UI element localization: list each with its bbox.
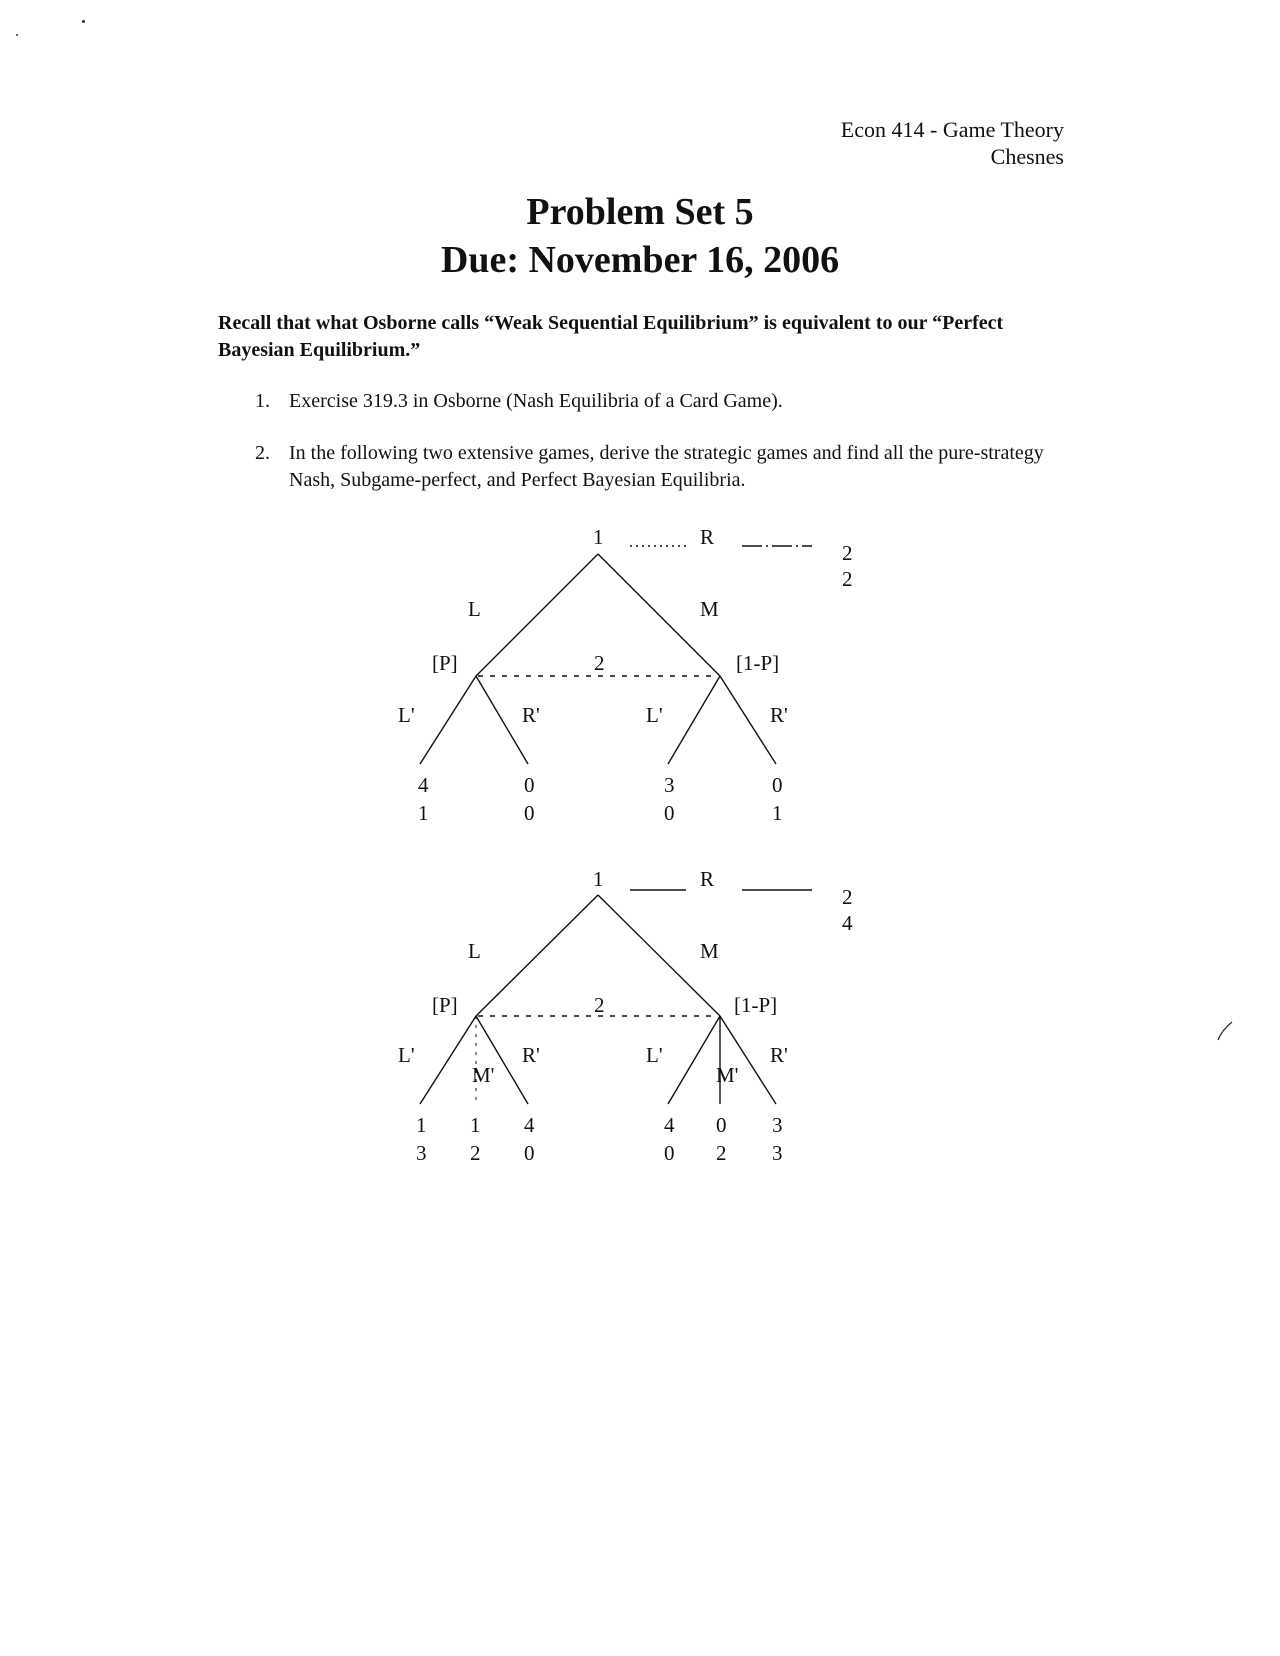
payoff-player2: 1 (772, 801, 783, 825)
branch-r-prime (476, 1016, 528, 1104)
branch-l (476, 554, 598, 676)
game-tree-1-labels (398, 525, 853, 825)
payoff-player2: 0 (664, 1141, 675, 1165)
action-r-label: R (700, 525, 715, 549)
response-m-label: M' (716, 1063, 739, 1087)
payoff-player1: 4 (664, 1113, 675, 1137)
info-set-player: 2 (594, 993, 605, 1017)
action-r-label: R (700, 867, 715, 891)
payoff-player2: 0 (524, 801, 535, 825)
due-date: Due: November 16, 2006 (440, 239, 840, 281)
payoff-player1: 1 (470, 1113, 481, 1137)
branch-l (476, 895, 598, 1016)
payoff-player1: 0 (772, 773, 783, 797)
right-payoff: 4 (842, 911, 853, 935)
right-payoff: 2 (842, 567, 853, 591)
response-r-label: R' (770, 703, 788, 727)
response-l-label: L' (398, 1043, 415, 1067)
payoff-player1: 3 (772, 1113, 783, 1137)
payoff-player1: 1 (416, 1113, 427, 1137)
response-l-label: L' (646, 1043, 663, 1067)
branch-l-prime (420, 1016, 476, 1104)
problem-text: Exercise 319.3 in Osborne (Nash Equilibria of a Card Game). (289, 390, 783, 412)
action-m-label: M (700, 597, 719, 621)
payoff-player2: 3 (416, 1141, 427, 1165)
action-l-label: L (468, 597, 481, 621)
payoff-player2: 3 (772, 1141, 783, 1165)
branch-l-prime (668, 1016, 720, 1104)
payoff-player1: 0 (524, 773, 535, 797)
belief-left: [P] (432, 993, 458, 1017)
branch-r-prime (476, 676, 528, 764)
branch-r-prime (720, 1016, 776, 1104)
action-l-label: L (468, 939, 481, 963)
response-r-label: R' (770, 1043, 788, 1067)
payoff-player2: 1 (418, 801, 429, 825)
payoff-player1: 4 (418, 773, 429, 797)
payoff-player1: 0 (716, 1113, 727, 1137)
root-player-label: 1 (593, 525, 604, 549)
right-payoff: 2 (842, 885, 853, 909)
branch-l-prime (420, 676, 476, 764)
belief-left: [P] (432, 651, 458, 675)
payoff-player2: 0 (524, 1141, 535, 1165)
info-set-player: 2 (594, 651, 605, 675)
course-name: Econ 414 - Game Theory (840, 117, 1064, 142)
right-payoff: 2 (842, 541, 853, 565)
response-l-label: L' (646, 703, 663, 727)
instructor-name: Chesnes (990, 144, 1064, 169)
problem-number: 1. (255, 390, 270, 412)
response-m-label: M' (472, 1063, 495, 1087)
payoff-player2: 0 (664, 801, 675, 825)
belief-right: [1-P] (736, 651, 780, 675)
response-l-label: L' (398, 703, 415, 727)
payoff-player2: 2 (716, 1141, 727, 1165)
problem-text: In the following two extensive games, derive the strategic games and find all the pure-strategy Nash, Subgame-perfect, and Perfect Bayesian Equilibria. (289, 442, 1044, 491)
branch-r-prime (720, 676, 776, 764)
branch-l-prime (668, 676, 720, 764)
belief-right: [1-P] (734, 993, 778, 1017)
action-m-label: M (700, 939, 719, 963)
problem-number: 2. (255, 442, 270, 464)
page-title: Problem Set 5 (526, 191, 754, 233)
response-r-label: R' (522, 1043, 540, 1067)
root-player-label: 1 (593, 867, 604, 891)
recall-note: Recall that what Osborne calls “Weak Sequential Equilibrium” is equivalent to our “Perfect Bayesian Equilibrium.” (218, 312, 1004, 361)
payoff-player1: 4 (524, 1113, 535, 1137)
margin-pen-mark (1218, 1022, 1232, 1040)
payoff-player2: 2 (470, 1141, 481, 1165)
payoff-player1: 3 (664, 773, 675, 797)
response-r-label: R' (522, 703, 540, 727)
